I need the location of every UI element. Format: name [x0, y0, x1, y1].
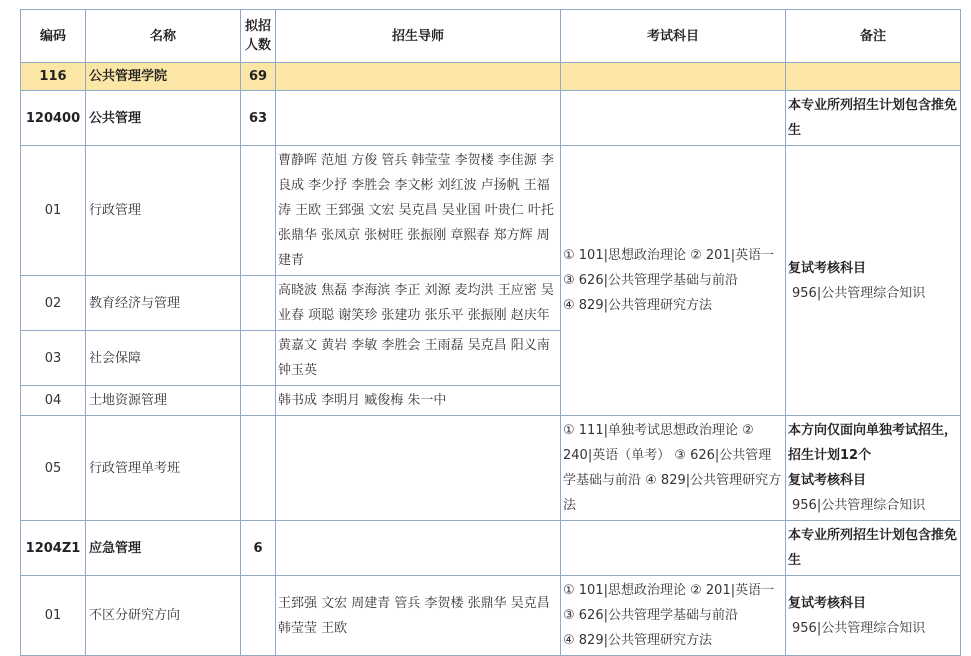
- header-name: 名称: [86, 10, 241, 63]
- major-code: 1204Z1: [21, 521, 86, 576]
- direction-note: [786, 576, 961, 656]
- direction-code: 01: [21, 576, 86, 656]
- exam-line: ① 101|思想政治理论 ② 201|英语一: [563, 583, 775, 598]
- shared-exam-subjects: [561, 146, 786, 416]
- exam-line: ④ 829|公共管理研究方法: [563, 298, 712, 313]
- major-code: 120400: [21, 91, 86, 146]
- single-exam-note: 本方向仅面向单独考试招生，招生计划12个: [788, 423, 958, 463]
- shared-retest-note: [786, 146, 961, 416]
- retest-title: 复试考核科目: [788, 473, 867, 488]
- direction-row-single-exam: [21, 416, 961, 521]
- direction-advisors: 韩书成 李明月 臧俊梅 朱一中: [276, 386, 561, 416]
- major-row: [21, 521, 961, 576]
- retest-detail: 956|公共管理综合知识: [792, 285, 926, 301]
- direction-name: 土地资源管理: [86, 386, 241, 416]
- header-advisors: 招生导师: [276, 10, 561, 63]
- direction-code: 03: [21, 331, 86, 386]
- college-name: 公共管理学院: [86, 63, 241, 91]
- college-code: 116: [21, 63, 86, 91]
- retest-detail: 956|公共管理综合知识: [792, 620, 926, 636]
- retest-detail: 956|公共管理综合知识: [792, 498, 926, 513]
- exam-line: ① 101|思想政治理论 ② 201|英语一: [563, 248, 775, 263]
- direction-code: 02: [21, 276, 86, 331]
- direction-name: 行政管理单考班: [86, 416, 241, 521]
- retest-title: 复试考核科目: [788, 260, 867, 276]
- major-note: 本专业所列招生计划包含推免生: [786, 91, 961, 146]
- header-row: [21, 10, 961, 63]
- direction-name: 行政管理: [86, 146, 241, 276]
- direction-row: [21, 576, 961, 656]
- major-quota: 6: [241, 521, 276, 576]
- direction-code: 01: [21, 146, 86, 276]
- header-note: 备注: [786, 10, 961, 63]
- exam-subjects: [561, 576, 786, 656]
- header-code: 编码: [21, 10, 86, 63]
- header-quota: 拟招人数: [241, 10, 276, 63]
- direction-advisors: 高晓波 焦磊 李海滨 李正 刘源 麦均洪 王应密 吴业春 项聪 谢笑珍 张建功 张乐平 张振刚 赵庆年: [276, 276, 561, 331]
- direction-note: [786, 416, 961, 521]
- direction-advisors: 曹静晖 范旭 方俊 管兵 韩莹莹 李贺楼 李佳源 李良成 李少抒 李胜会 李文彬 刘红波 卢扬帆 王福涛 王欧 王郅强 文宏 吴克昌 吴业国 叶贵仁 叶托 张鼎华 张凤京 张树旺 张振刚 章熙春 郑方辉 周建青: [276, 146, 561, 276]
- direction-name: 教育经济与管理: [86, 276, 241, 331]
- major-name: 公共管理: [86, 91, 241, 146]
- direction-name: 不区分研究方向: [86, 576, 241, 656]
- direction-code: 05: [21, 416, 86, 521]
- major-quota: 63: [241, 91, 276, 146]
- exam-subjects: ① 111|单独考试思想政治理论 ② 240|英语（单考） ③ 626|公共管理学基础与前沿 ④ 829|公共管理研究方法: [561, 416, 786, 521]
- exam-line: ④ 829|公共管理研究方法: [563, 633, 712, 648]
- admissions-table: [20, 9, 961, 656]
- exam-line: ③ 626|公共管理学基础与前沿: [563, 608, 738, 623]
- college-row: [21, 63, 961, 91]
- direction-name: 社会保障: [86, 331, 241, 386]
- college-quota: 69: [241, 63, 276, 91]
- retest-title: 复试考核科目: [788, 595, 867, 611]
- direction-row: [21, 146, 961, 276]
- exam-line: ③ 626|公共管理学基础与前沿: [563, 273, 738, 288]
- major-name: 应急管理: [86, 521, 241, 576]
- major-note: 本专业所列招生计划包含推免生: [786, 521, 961, 576]
- major-row: [21, 91, 961, 146]
- direction-advisors: 黄嘉文 黄岩 李敏 李胜会 王雨磊 吴克昌 阳义南 钟玉英: [276, 331, 561, 386]
- direction-advisors: 王郅强 文宏 周建青 管兵 李贺楼 张鼎华 吴克昌 韩莹莹 王欧: [276, 576, 561, 656]
- header-exam: 考试科目: [561, 10, 786, 63]
- direction-code: 04: [21, 386, 86, 416]
